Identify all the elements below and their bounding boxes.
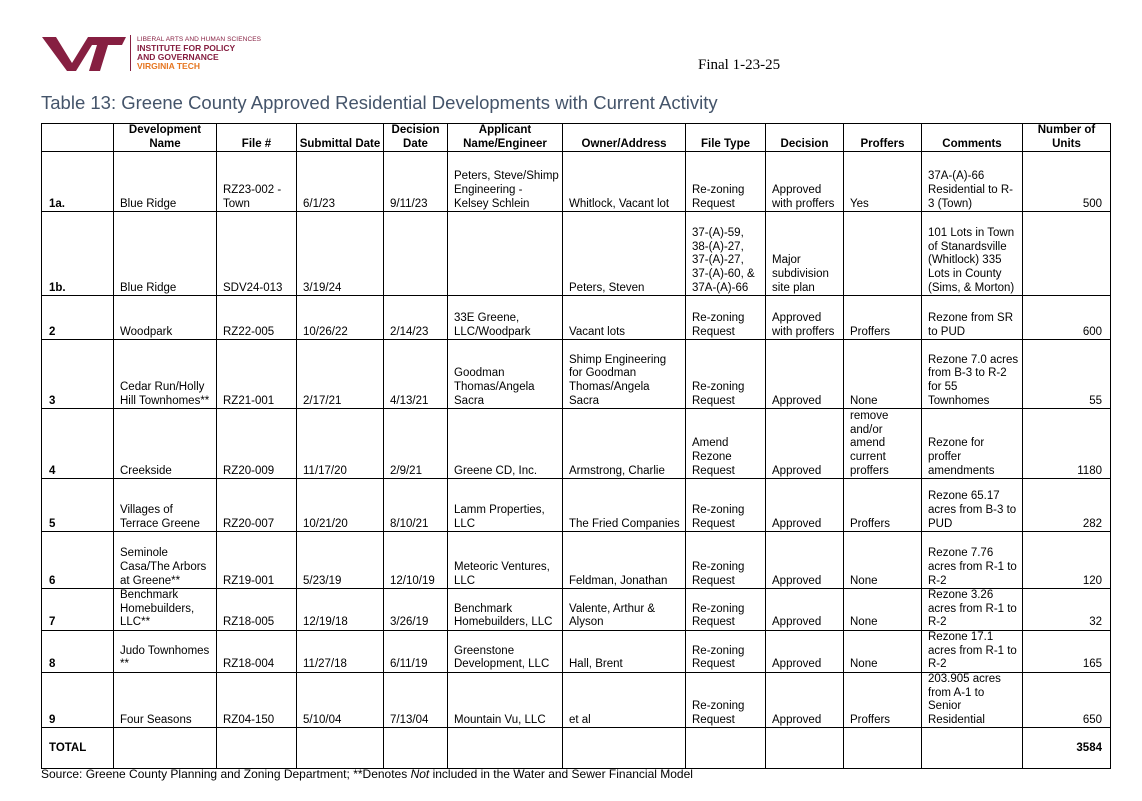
- header-row: [42, 124, 1111, 152]
- decision: Major subdivision site plan: [766, 212, 844, 296]
- row-id: 6: [42, 532, 114, 589]
- col-header-proffers: Proffers: [844, 124, 922, 152]
- logo-line-2: INSTITUTE FOR POLICY: [137, 43, 236, 53]
- proffers: None: [844, 589, 922, 631]
- table-row: [42, 479, 1111, 532]
- decision-date: 2/9/21: [384, 409, 448, 479]
- submittal-date: 5/23/19: [297, 532, 384, 589]
- submittal-date: 2/17/21: [297, 340, 384, 409]
- submittal-date: 3/19/24: [297, 212, 384, 296]
- file-number: RZ04-150: [217, 672, 297, 727]
- file-number: RZ18-005: [217, 589, 297, 631]
- vt-logo: [42, 33, 272, 75]
- decision: Approved with proffers: [766, 296, 844, 340]
- decision: Approved: [766, 409, 844, 479]
- submittal-date: 10/21/20: [297, 479, 384, 532]
- applicant: Lamm Properties, LLC: [448, 479, 563, 532]
- decision-date: 4/13/21: [384, 340, 448, 409]
- submittal-date: 11/27/18: [297, 630, 384, 672]
- unit-count: 32: [1023, 589, 1111, 631]
- owner-address: Peters, Steven: [563, 212, 686, 296]
- table-row: [42, 630, 1111, 672]
- file-number: RZ18-004: [217, 630, 297, 672]
- applicant: 33E Greene, LLC/Woodpark: [448, 296, 563, 340]
- comments: Rezone 7.0 acres from B-3 to R-2 for 55 Townhomes: [922, 340, 1023, 409]
- logo-line-1: LIBERAL ARTS AND HUMAN SCIENCES: [137, 36, 262, 43]
- logo-line-4: VIRGINIA TECH: [137, 61, 200, 71]
- col-header-applicant: Applicant Name/Engineer: [448, 124, 563, 152]
- decision: Approved: [766, 340, 844, 409]
- submittal-date: 5/10/04: [297, 672, 384, 727]
- col-header-decision-date: Decision Date: [384, 124, 448, 152]
- development-name: Seminole Casa/The Arbors at Greene**: [114, 532, 217, 589]
- file-type: Re-zoning Request: [686, 532, 766, 589]
- decision-date: 2/14/23: [384, 296, 448, 340]
- decision: Approved: [766, 672, 844, 727]
- row-id: 3: [42, 340, 114, 409]
- proffers: None: [844, 532, 922, 589]
- unit-count: 165: [1023, 630, 1111, 672]
- table-row: [42, 409, 1111, 479]
- file-number: SDV24-013: [217, 212, 297, 296]
- development-name: Blue Ridge: [114, 212, 217, 296]
- decision-date: 3/26/19: [384, 589, 448, 631]
- applicant: Benchmark Homebuilders, LLC: [448, 589, 563, 631]
- submittal-date: 11/17/20: [297, 409, 384, 479]
- version-label: Final 1-23-25: [698, 57, 781, 73]
- row-id: 4: [42, 409, 114, 479]
- row-id: 2: [42, 296, 114, 340]
- proffers: None: [844, 340, 922, 409]
- vt-logo-mark: [42, 33, 127, 75]
- source-italic: Not: [410, 767, 430, 781]
- row-id: 1b.: [42, 212, 114, 296]
- file-type: Re-zoning Request: [686, 340, 766, 409]
- development-name: Cedar Run/Holly Hill Townhomes**: [114, 340, 217, 409]
- owner-address: Hall, Brent: [563, 630, 686, 672]
- development-name: Creekside: [114, 409, 217, 479]
- owner-address: Valente, Arthur & Alyson: [563, 589, 686, 631]
- file-type: Amend Rezone Request: [686, 409, 766, 479]
- development-name: Villages of Terrace Greene: [114, 479, 217, 532]
- file-number: RZ22-005: [217, 296, 297, 340]
- submittal-date: 6/1/23: [297, 152, 384, 212]
- table-row: [42, 589, 1111, 631]
- proffers: Proffers: [844, 672, 922, 727]
- decision-date: [384, 212, 448, 296]
- decision-date: 6/11/19: [384, 630, 448, 672]
- source-prefix: Source: Greene County Planning and Zoning Department; **Denotes: [41, 767, 411, 781]
- file-type: Re-zoning Request: [686, 152, 766, 212]
- applicant: Meteoric Ventures, LLC: [448, 532, 563, 589]
- proffers: Proffers: [844, 296, 922, 340]
- table-row: [42, 672, 1111, 727]
- decision: Approved: [766, 532, 844, 589]
- proffers: [844, 212, 922, 296]
- table-row: [42, 296, 1111, 340]
- col-header-comments: Comments: [922, 124, 1023, 152]
- unit-count: 650: [1023, 672, 1111, 727]
- file-type: Re-zoning Request: [686, 672, 766, 727]
- applicant: Greene CD, Inc.: [448, 409, 563, 479]
- applicant: Greenstone Development, LLC: [448, 630, 563, 672]
- owner-address: et al: [563, 672, 686, 727]
- developments-table: [41, 123, 1111, 769]
- col-header-id: [42, 124, 114, 152]
- total-row: [42, 728, 1111, 769]
- table-row: [42, 152, 1111, 212]
- table-row: [42, 532, 1111, 589]
- unit-count: 55: [1023, 340, 1111, 409]
- logo-divider: [130, 35, 131, 71]
- development-name: Blue Ridge: [114, 152, 217, 212]
- comments: Rezone from SR to PUD: [922, 296, 1023, 340]
- proffers: Yes: [844, 152, 922, 212]
- col-header-units: Number of Units: [1023, 124, 1111, 152]
- unit-count: 500: [1023, 152, 1111, 212]
- row-id: 5: [42, 479, 114, 532]
- file-number: RZ21-001: [217, 340, 297, 409]
- comments: Rezone 65.17 acres from B-3 to PUD: [922, 479, 1023, 532]
- file-number: RZ23-002 - Town: [217, 152, 297, 212]
- source-suffix: included in the Water and Sewer Financial Model: [429, 767, 693, 781]
- owner-address: The Fried Companies: [563, 479, 686, 532]
- col-header-decision: Decision: [766, 124, 844, 152]
- col-header-file-type: File Type: [686, 124, 766, 152]
- comments: 101 Lots in Town of Stanardsville (Whitlock) 335 Lots in County (Sims, & Morton): [922, 212, 1023, 296]
- comments: Rezone 17.1 acres from R-1 to R-2: [922, 630, 1023, 672]
- applicant: Goodman Thomas/Angela Sacra: [448, 340, 563, 409]
- unit-count: 120: [1023, 532, 1111, 589]
- row-id: 7: [42, 589, 114, 631]
- row-id: 8: [42, 630, 114, 672]
- file-type: Re-zoning Request: [686, 589, 766, 631]
- submittal-date: 12/19/18: [297, 589, 384, 631]
- decision: Approved: [766, 630, 844, 672]
- comments: Rezone 3.26 acres from R-1 to R-2: [922, 589, 1023, 631]
- owner-address: Armstrong, Charlie: [563, 409, 686, 479]
- proffers: Proffers: [844, 479, 922, 532]
- col-header-owner: Owner/Address: [563, 124, 686, 152]
- proffers: remove and/or amend current proffers: [844, 409, 922, 479]
- development-name: Benchmark Homebuilders, LLC**: [114, 589, 217, 631]
- decision: Approved: [766, 589, 844, 631]
- total-label: TOTAL: [42, 728, 114, 769]
- source-note: [41, 767, 693, 781]
- applicant: Mountain Vu, LLC: [448, 672, 563, 727]
- file-type: Re-zoning Request: [686, 296, 766, 340]
- proffers: None: [844, 630, 922, 672]
- owner-address: Vacant lots: [563, 296, 686, 340]
- file-number: RZ20-009: [217, 409, 297, 479]
- development-name: Four Seasons: [114, 672, 217, 727]
- file-type: 37-(A)-59, 38-(A)-27, 37-(A)-27, 37-(A)-60, & 37A-(A)-66: [686, 212, 766, 296]
- comments: 37A-(A)-66 Residential to R-3 (Town): [922, 152, 1023, 212]
- table-row: [42, 340, 1111, 409]
- col-header-submittal: Submittal Date: [297, 124, 384, 152]
- unit-count: [1023, 212, 1111, 296]
- owner-address: Whitlock, Vacant lot: [563, 152, 686, 212]
- comments: 203.905 acres from A-1 to Senior Residential: [922, 672, 1023, 727]
- decision: Approved: [766, 479, 844, 532]
- applicant: [448, 212, 563, 296]
- comments: Rezone for proffer amendments: [922, 409, 1023, 479]
- decision-date: 12/10/19: [384, 532, 448, 589]
- decision-date: 8/10/21: [384, 479, 448, 532]
- file-type: Re-zoning Request: [686, 479, 766, 532]
- submittal-date: 10/26/22: [297, 296, 384, 340]
- decision-date: 9/11/23: [384, 152, 448, 212]
- table-title: Table 13: Greene County Approved Residential Developments with Current Activity: [41, 92, 718, 113]
- file-type: Re-zoning Request: [686, 630, 766, 672]
- col-header-file: File #: [217, 124, 297, 152]
- logo-line-3: AND GOVERNANCE: [137, 52, 219, 62]
- file-number: RZ20-007: [217, 479, 297, 532]
- col-header-name: Development Name: [114, 124, 217, 152]
- unit-count: 282: [1023, 479, 1111, 532]
- applicant: Peters, Steve/Shimp Engineering - Kelsey Schlein: [448, 152, 563, 212]
- decision-date: 7/13/04: [384, 672, 448, 727]
- unit-count: 1180: [1023, 409, 1111, 479]
- development-name: Judo Townhomes **: [114, 630, 217, 672]
- development-name: Woodpark: [114, 296, 217, 340]
- total-units: 3584: [1023, 728, 1111, 769]
- unit-count: 600: [1023, 296, 1111, 340]
- owner-address: Shimp Engineering for Goodman Thomas/Angela Sacra: [563, 340, 686, 409]
- decision: Approved with proffers: [766, 152, 844, 212]
- comments: Rezone 7.76 acres from R-1 to R-2: [922, 532, 1023, 589]
- logo-text: [137, 35, 261, 71]
- file-number: RZ19-001: [217, 532, 297, 589]
- row-id: 1a.: [42, 152, 114, 212]
- row-id: 9: [42, 672, 114, 727]
- table-row: [42, 212, 1111, 296]
- owner-address: Feldman, Jonathan: [563, 532, 686, 589]
